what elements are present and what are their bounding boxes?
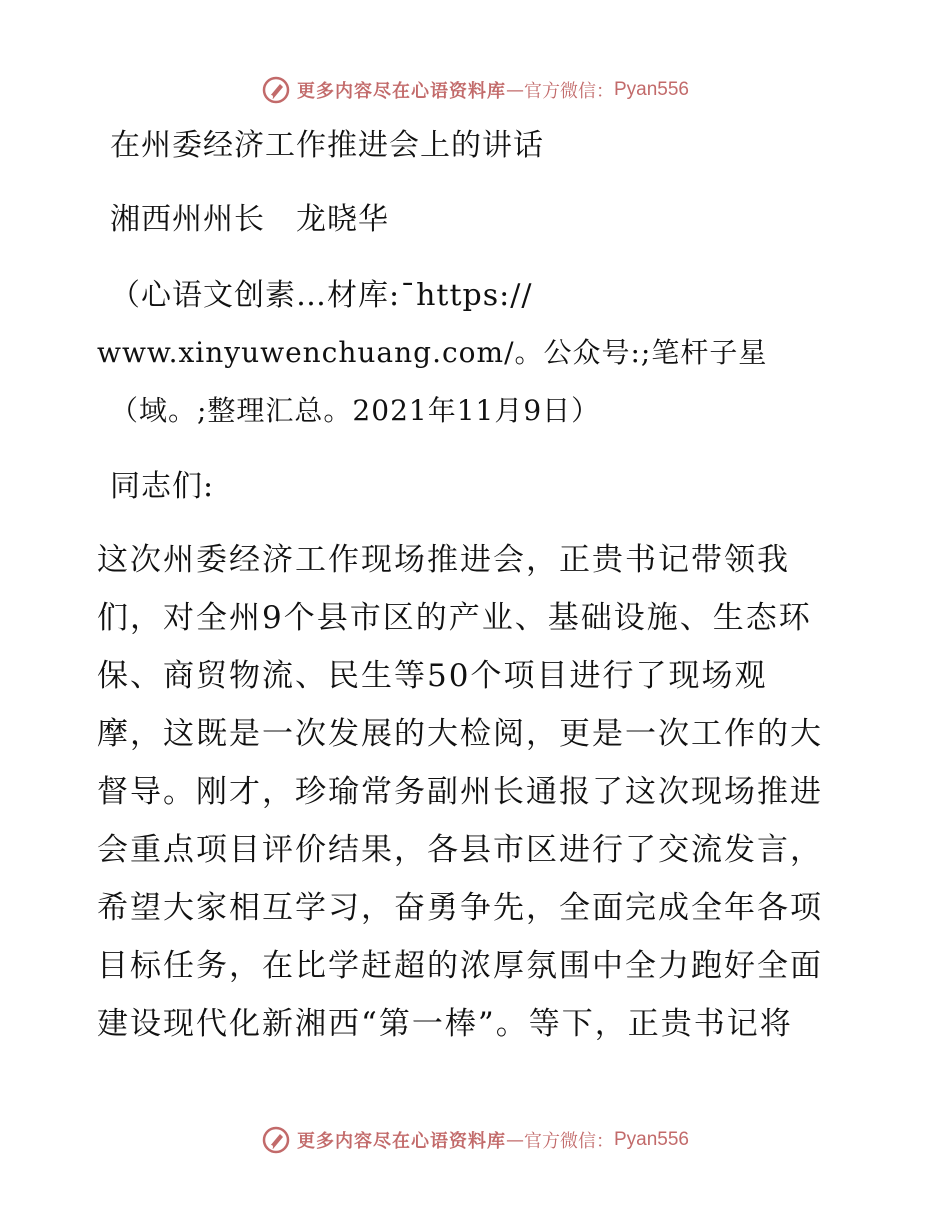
author-line: 湘西州州长 龙晓华	[110, 202, 389, 237]
paragraph-line: 目标任务，在比学赶超的浓厚氛围中全力跑好全面	[97, 948, 823, 984]
paragraph-line: 会重点项目评价结果，各县市区进行了交流发言，	[97, 832, 823, 868]
banner-text: 更多内容尽在心语资料库	[296, 1131, 506, 1152]
footer-banner	[0, 1120, 950, 1160]
paragraph-line: 建设现代化新湘西“第一棒”。等下，正贵书记将	[97, 1006, 793, 1042]
salutation: 同志们:	[110, 469, 215, 504]
banner-text: 更多内容尽在心语资料库	[296, 81, 506, 102]
banner-wechat-id: Pyan556	[613, 1129, 689, 1150]
pen-logo-icon	[261, 75, 291, 105]
banner-separator: —	[505, 79, 524, 101]
source-line-3: （域。;整理汇总。2021年11月9日）	[110, 394, 601, 427]
banner-wechat-id: Pyan556	[613, 79, 689, 100]
source-line-2: www.xinyuwenchuang.com/。公众号:;笔杆子星	[97, 336, 768, 369]
paragraph-line: 保、商贸物流、民生等50个项目进行了现场观	[97, 658, 768, 694]
paragraph-line: 们，对全州9个县市区的产业、基础设施、生态环	[97, 600, 812, 636]
header-banner	[0, 70, 950, 110]
paragraph-line: 这次州委经济工作现场推进会，正贵书记带领我	[97, 542, 790, 578]
document-title: 在州委经济工作推进会上的讲话	[110, 128, 544, 163]
paragraph-line: 摩，这既是一次发展的大检阅，更是一次工作的大	[97, 716, 823, 752]
banner-wechat-label: 官方微信：	[523, 81, 614, 102]
pen-logo-icon	[261, 1125, 291, 1155]
banner-wechat-label: 官方微信：	[523, 1131, 614, 1152]
banner-separator: —	[505, 1129, 524, 1151]
source-line-1: （心语文创素…材库:¯https://	[110, 278, 533, 313]
paragraph-line: 希望大家相互学习，奋勇争先，全面完成全年各项	[97, 890, 823, 926]
paragraph-line: 督导。刚才，珍瑜常务副州长通报了这次现场推进	[97, 774, 823, 810]
